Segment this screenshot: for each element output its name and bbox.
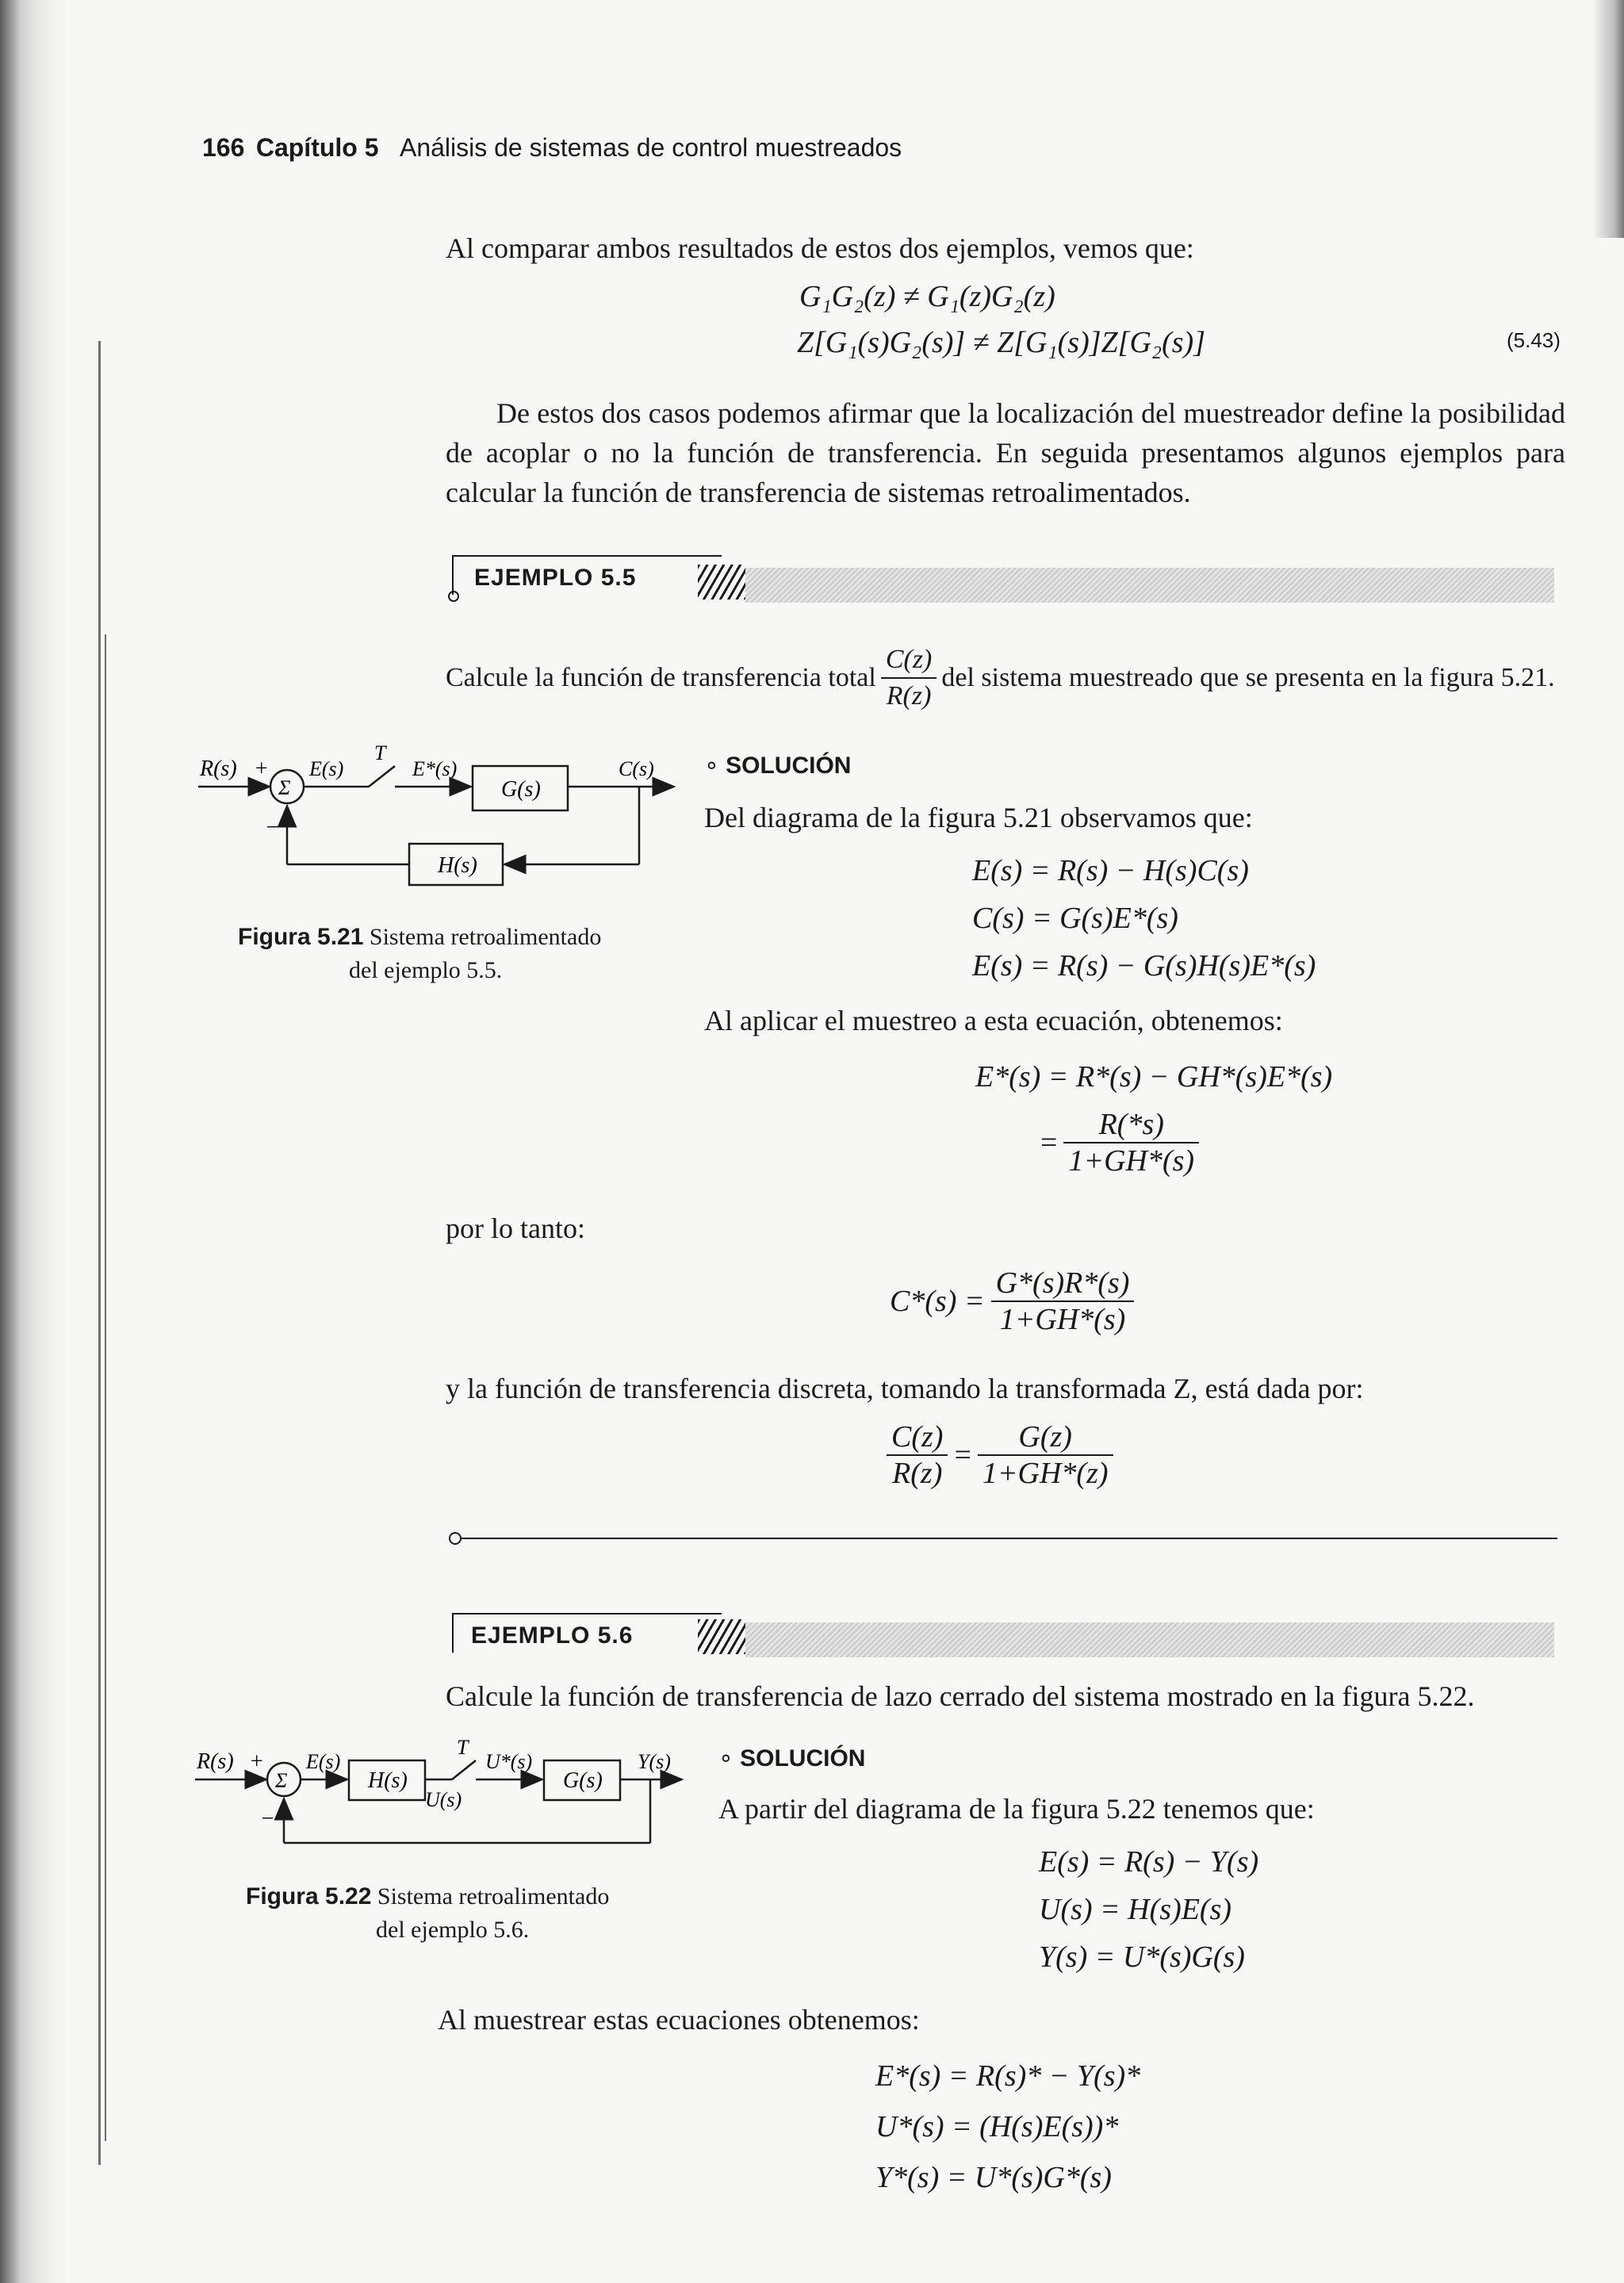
block-G-label: G(s) (563, 1768, 603, 1793)
figure-caption-line2: del ejemplo 5.5. (349, 957, 503, 983)
sampler-switch (369, 766, 395, 787)
example-label: EJEMPLO 5.6 (471, 1622, 634, 1649)
fraction-numerator: R(*s) (1063, 1107, 1199, 1143)
sampling-text: Al aplicar el muestreo a esta ecuación, obtenemos: (704, 1005, 1283, 1036)
diagram-label-Y: Y(s) (638, 1750, 671, 1773)
diagram-plus: + (249, 1749, 264, 1774)
equation-Y-star: Y*(s) = U*(s)G*(s) (875, 2161, 1112, 2194)
equation-Y-s: Y(s) = U*(s)G(s) (1039, 1940, 1245, 1974)
equation-E-star: E*(s) = R*(s) − GH*(s)E*(s) (975, 1060, 1333, 1094)
sum-symbol: Σ (278, 776, 291, 799)
block-diagram-5-22 (190, 1737, 698, 1864)
fraction-denominator: 1+GH*(z) (982, 1457, 1109, 1490)
example-statement: Calcule la función de transferencia de lazo cerrado del sistema mostrado en la figura 5.22. (446, 1680, 1475, 1712)
equation-C-s: C(s) = G(s)E*(s) (972, 902, 1178, 935)
example-end-rule (460, 1538, 1557, 1539)
intro-line: Al comparar ambos resultados de estos dos ejemplos, vemos que: (446, 232, 1194, 264)
diagram-label-T: T (374, 741, 386, 764)
equation-transfer-function: $\frac{C(z)}{R(z)}$ = $\frac{G(z)}{1+GH*(z)}$ (887, 1419, 1113, 1491)
page-number: 166 (202, 133, 245, 162)
figure-label: Figura 5.21 (238, 924, 364, 950)
intro-paragraph: De estos dos casos podemos afirmar que la localización del muestreador define la posibilidad de acoplar o no la función de transferencia. En seguida presentamos algunos ejemplos para calcular la función de transferencia de sistemas retroalimentados. (446, 397, 1565, 508)
binding-shadow (0, 0, 75, 2283)
figure-label: Figura 5.22 (246, 1883, 372, 1910)
example-label: EJEMPLO 5.5 (474, 565, 637, 591)
figure-caption-5-21 (238, 921, 601, 953)
example-hatch (698, 1619, 745, 1654)
fraction-denominator: R(z) (892, 1457, 943, 1490)
equation-U-s: U(s) = H(s)E(s) (1039, 1893, 1232, 1926)
block-H-label: H(s) (438, 853, 477, 878)
example-banner (745, 1622, 1554, 1657)
example-banner (745, 568, 1554, 603)
diagram-plus: + (254, 757, 269, 781)
fraction-C-over-R (887, 1419, 948, 1491)
diagram-label-Ustar: U*(s) (485, 1750, 533, 1773)
figure-caption-line2: del ejemplo 5.6. (376, 1917, 530, 1943)
solution-label: SOLUCIÓN (726, 753, 852, 779)
discrete-text: y la función de transferencia discreta, tomando la transformada Z, está dada por: (446, 1373, 1364, 1404)
page-corner-shadow (1592, 0, 1624, 238)
block-H-label: H(s) (368, 1768, 408, 1793)
example-bracket (452, 555, 454, 595)
diagram-minus: − (260, 1806, 275, 1831)
solution-intro: Del diagrama de la figura 5.21 observamos que: (704, 802, 1253, 833)
fraction-denominator: 1+GH*(s) (999, 1303, 1126, 1336)
sampler-switch (452, 1760, 476, 1779)
figure-caption-5-22 (246, 1881, 609, 1913)
therefore-text: por lo tanto: (446, 1212, 585, 1244)
example-bracket (452, 1613, 454, 1653)
statement-fraction (881, 642, 937, 714)
fraction-numerator: G(z) (978, 1419, 1113, 1456)
chapter-title: Análisis de sistemas de control muestreados (399, 133, 902, 162)
equation-E-substituted: E(s) = R(s) − G(s)H(s)E*(s) (972, 949, 1316, 983)
equation-lhs: C*(s) = (890, 1285, 985, 1318)
block-diagram-5-21 (190, 737, 698, 912)
statement-text-end: del sistema muestreado que se presenta en la figura 5.21. (941, 663, 1555, 692)
fraction-denominator: R(z) (886, 681, 932, 711)
diagram-label-Estar: E*(s) (412, 757, 458, 780)
diagram-label-T: T (457, 1737, 469, 1759)
equation-U-star: U*(s) = (H(s)E(s))* (875, 2110, 1119, 2143)
sum-symbol: Σ (275, 1769, 288, 1792)
solution-heading: ∘ SOLUCIÓN (704, 753, 852, 779)
diagram-label-U: U(s) (425, 1788, 462, 1811)
solution-intro: A partir del diagrama de la figura 5.22 tenemos que: (718, 1793, 1315, 1825)
equation-E-s: E(s) = R(s) − H(s)C(s) (972, 854, 1249, 887)
figure-caption-text: Sistema retroalimentado (369, 924, 602, 950)
diagram-label-E: E(s) (309, 757, 344, 780)
example-hatch (698, 565, 745, 599)
chapter-label: Capítulo 5 (255, 133, 379, 162)
figure-caption-text: Sistema retroalimentado (377, 1883, 610, 1910)
diagram-minus: − (265, 815, 280, 840)
solution-label: SOLUCIÓN (740, 1745, 866, 1772)
fraction-C-star (991, 1266, 1135, 1337)
diagram-label-E: E(s) (306, 1750, 341, 1773)
equation-C-star (890, 1266, 1134, 1337)
margin-rule (98, 341, 101, 2165)
example-bullet (448, 591, 459, 602)
margin-rule (105, 634, 106, 2141)
equation-E-star-solved: = $\frac{R(*s)}{1+GH*(s)}$ (1040, 1107, 1199, 1178)
example-statement (446, 642, 1555, 714)
fraction-numerator: C(z) (881, 642, 937, 679)
equation-inequality-1: G₁G₂(z) ≠ G₁(z)G₂(z) (799, 280, 1055, 313)
diagram-label-C: C(s) (619, 757, 654, 780)
equation-inequality-2: Z[G₁(s)G₂(s)] ≠ Z[G₁(s)]Z[G₂(s)] (797, 326, 1205, 359)
statement-text: Calcule la función de transferencia total (446, 663, 876, 692)
fraction-E-star (1063, 1107, 1199, 1178)
sampling-text: Al muestrear estas ecuaciones obtenemos: (438, 2004, 920, 2036)
equation-E-s: E(s) = R(s) − Y(s) (1039, 1845, 1259, 1879)
equation-number: (5.43) (1507, 328, 1561, 352)
diagram-label-R: R(s) (197, 1749, 234, 1774)
running-header (202, 133, 902, 163)
example-rule (452, 1613, 722, 1615)
fraction-numerator: C(z) (887, 1419, 948, 1456)
fraction-denominator: 1+GH*(s) (1068, 1144, 1195, 1178)
diagram-label-R: R(s) (200, 757, 237, 781)
fraction-numerator: G*(s)R*(s) (991, 1266, 1135, 1302)
fraction-G-over-GH (978, 1419, 1113, 1491)
equation-E-star: E*(s) = R(s)* − Y(s)* (875, 2059, 1141, 2093)
solution-heading: ∘ SOLUCIÓN (718, 1745, 866, 1772)
block-G-label: G(s) (501, 777, 541, 802)
example-rule (452, 555, 722, 557)
